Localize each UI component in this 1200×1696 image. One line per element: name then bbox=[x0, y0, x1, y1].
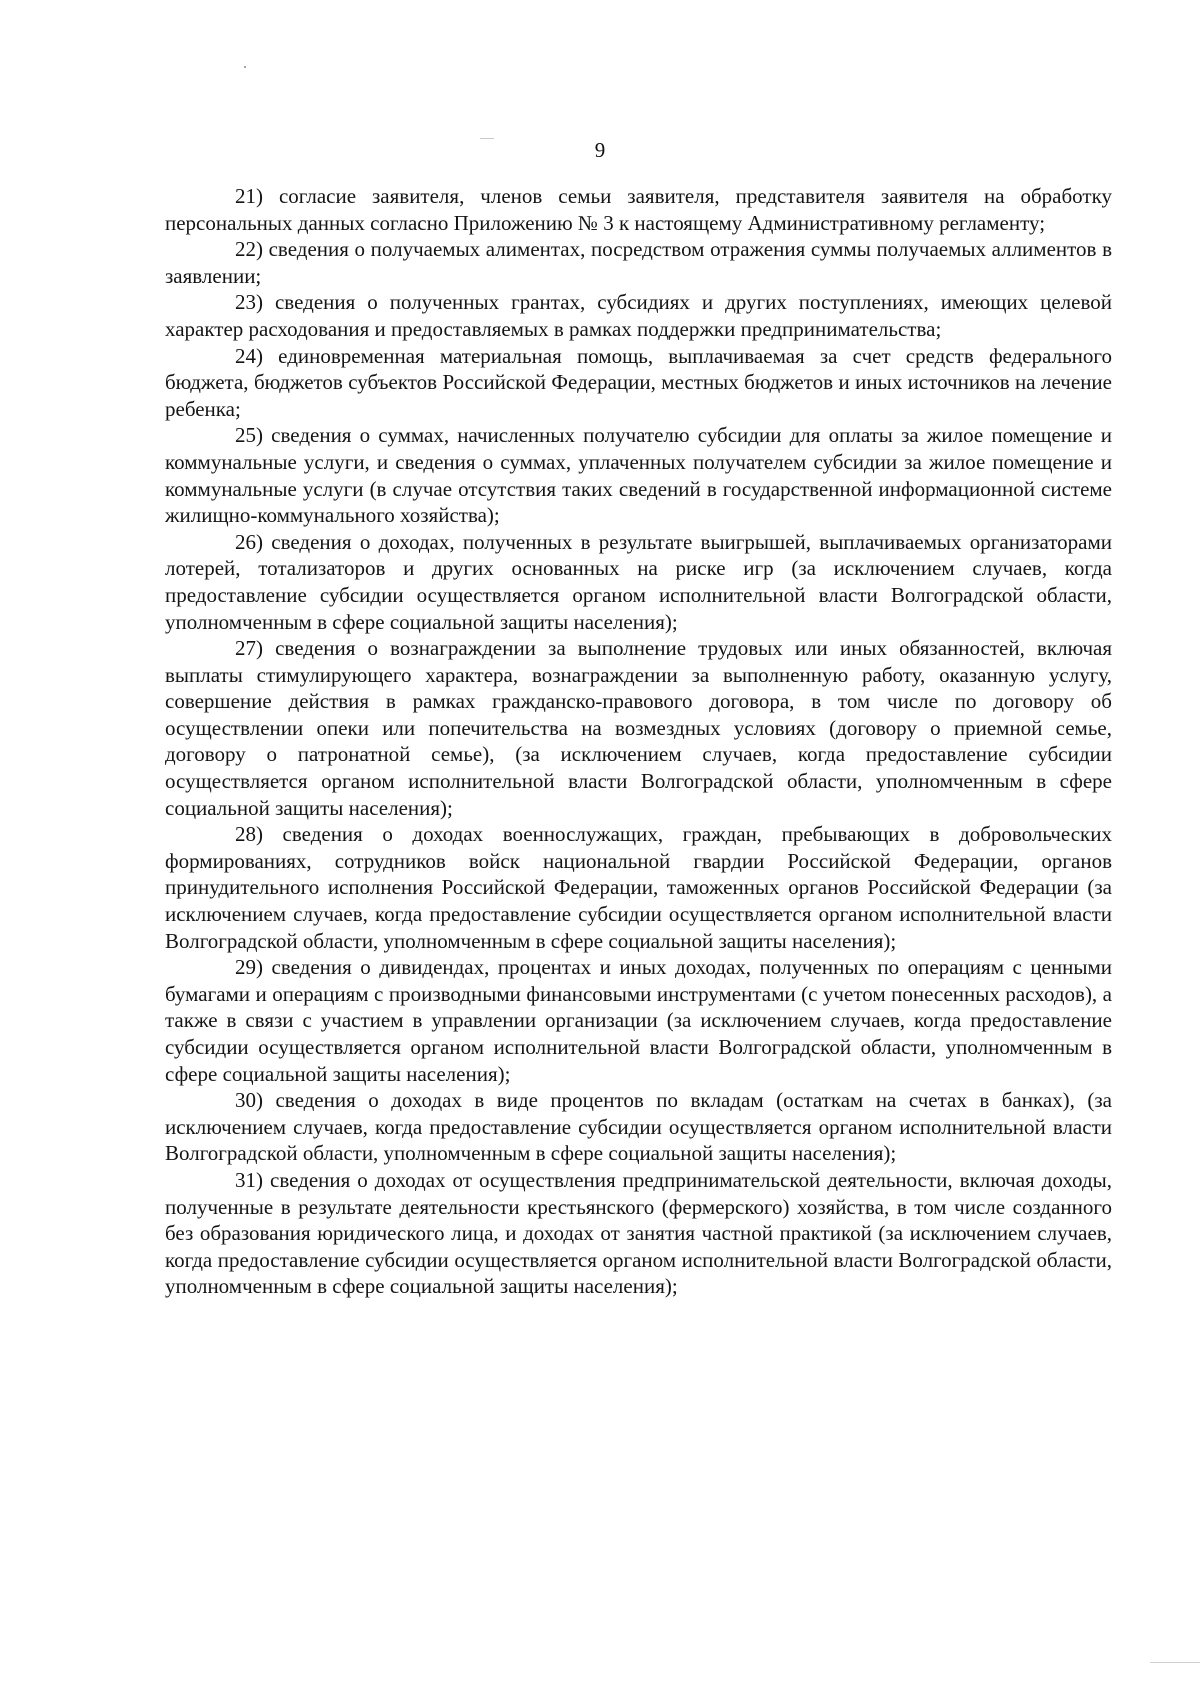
list-item-22: 22) сведения о получаемых алиментах, посредством отражения суммы получаемых аллиментов в заявлении; bbox=[165, 237, 1112, 288]
list-item-30: 30) сведения о доходах в виде процентов по вкладам (остаткам на счетах в банках), (за исключением случаев, когда предоставление субсидии осуществляется органом исполнительной власти Волгоградской области, уполномченным в сфере социальной защиты населения); bbox=[165, 1088, 1112, 1166]
list-item-28: 28) сведения о доходах военнослужащих, граждан, пребывающих в добровольческих формированиях, сотрудников войск национальной гвардии Российской Федерации, органов принудительного исполнения Российской Федерации, таможенных органов Российской Федерации (за исключением случаев, когда предоставление субсидии осуществляется органом исполнительной власти Волгоградской области, уполномченным в сфере социальной защиты населения); bbox=[165, 822, 1112, 953]
list-item-31: 31) сведения о доходах от осуществления предпринимательской деятельности, включая доходы, полученные в результате деятельности крестьянского (фермерского) хозяйства, в том числе созданного без образования юридического лица, и доходах от занятия частной практикой (за исключением случаев, когда предоставление субсидии осуществляется органом исполнительной власти Волгоградской области, уполномченным в сфере социальной защиты населения); bbox=[165, 1167, 1112, 1299]
list-item-29: 29) сведения о дивидендах, процентах и иных доходах, полученных по операциям с ценными бумагами и операциям с производными финансовыми инструментами (с учетом понесенных расходов), а также в связи с участием в управлении организации (за исключением случаев, когда предоставление субсидии осуществляется органом исполнительной власти Волгоградской области, уполномченным в сфере социальной защиты населения); bbox=[165, 955, 1112, 1086]
scan-artifact-dot bbox=[244, 66, 246, 68]
list-item-25: 25) сведения о суммах, начисленных получателю субсидии для оплаты за жилое помещение и коммунальные услуги, и сведения о суммах, уплаченных получателем субсидии за жилое помещение и коммунальные услуги (в случае отсутствия таких сведений в государственной информационной системе жилищно-коммунального хозяйства); bbox=[165, 423, 1112, 528]
list-item-26: 26) сведения о доходах, полученных в результате выигрышей, выплачиваемых организаторами лотерей, тотализаторов и других основанных на риске игр (за исключением случаев, когда предоставление субсидии осуществляется органом исполнительной власти Волгоградской области, уполномченным в сфере социальной защиты населения); bbox=[165, 529, 1112, 634]
list-item-24: 24) единовременная материальная помощь, выплачиваемая за счет средств федерального бюджета, бюджетов субъектов Российской Федерации, местных бюджетов и иных источников на лечение ребенка; bbox=[165, 343, 1112, 421]
document-body bbox=[165, 183, 1112, 1300]
list-item-27: 27) сведения о вознаграждении за выполнение трудовых или иных обязанностей, включая выплаты стимулирующего характера, вознаграждении за выполненную работу, оказанную услугу, совершение действия в рамках гражданско-правового договора, в том числе по договору об осуществлении опеки или попечительства на возмездных условиях (договору о приемной семье, договору о патронатной семье), (за исключением случаев, когда предоставление субсидии осуществляется органом исполнительной власти Волгоградской области, уполномченным в сфере социальной защиты населения); bbox=[165, 636, 1112, 820]
list-item-21: 21) согласие заявителя, членов семьи заявителя, представителя заявителя на обработку персональных данных согласно Приложению № 3 к настоящему Административному регламенту; bbox=[165, 184, 1112, 235]
page-number: 9 bbox=[594, 138, 606, 162]
list-item-23: 23) сведения о полученных грантах, субсидиях и других поступлениях, имеющих целевой характер расходования и предоставляемых в рамках поддержки предпринимательства; bbox=[165, 290, 1112, 341]
scan-artifact-edge bbox=[1150, 1662, 1200, 1663]
